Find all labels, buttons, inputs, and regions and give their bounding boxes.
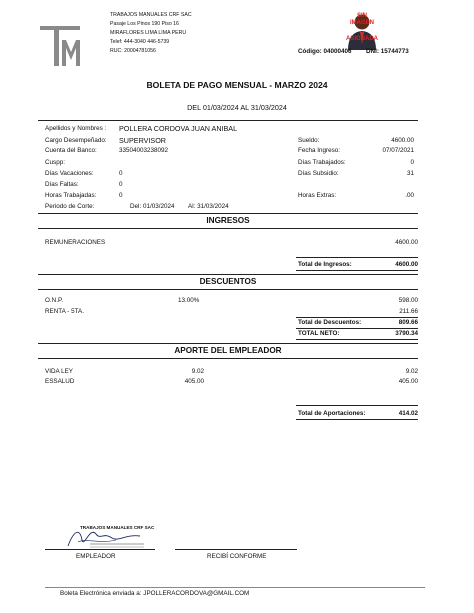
company-address: Pasaje Los Pinos 190 Piso 16 [110,21,179,27]
employer-signature-line [45,549,155,550]
value-nombres: POLLERA CORDOVA JUAN ANIBAL [119,124,238,133]
label-horas-extras: Horas Extras: [298,192,337,199]
value-faltas: 0 [119,181,123,188]
photo-label-line3: ASIGNADA [345,36,378,42]
ingreso-amount: 4600.00 [395,239,418,246]
value-dias-subsidio: 31 [406,170,414,177]
total-descuentos-value: 809.66 [398,319,418,326]
aporte-vidaley-mid: 9.02 [191,368,204,375]
employee-dni: DNI: 15744773 [366,48,409,55]
label-dias-trabajados: Días Trabajados: [298,159,346,166]
value-fecha-ingreso: 07/07/2021 [382,147,414,154]
divider [296,317,418,318]
total-descuentos-label: Total de Descuentos: [298,319,362,326]
divider [296,328,418,329]
label-vacaciones: Días Vacaciones: [45,170,94,177]
total-neto-label: TOTAL NETO: [298,330,340,337]
aporte-essalud-mid: 405.00 [184,378,204,385]
divider [296,257,418,258]
descuento-onp-label: O.N.P. [45,297,64,304]
employer-label: EMPLEADOR [76,553,116,560]
divider [296,419,418,420]
label-cuenta: Cuenta del Banco: [45,147,97,154]
value-sueldo: 4600.00 [391,137,414,144]
ingreso-label: REMUNERACIONES [45,239,106,246]
photo-label-line1: SIN [356,13,367,19]
label-dias-subsidio: Días Subsidio: [298,170,339,177]
label-cuspp: Cuspp: [45,159,65,166]
label-periodo-corte: Periodo de Corte: [45,203,95,210]
photo-label-line2: IMAGEN [350,20,374,26]
label-nombres: Apellidos y Nombres : [45,125,107,132]
aporte-vidaley-label: VIDA LEY [45,368,74,375]
divider [38,120,418,121]
descuento-renta-amount: 211.66 [399,308,418,315]
employee-code: Código: 04000406 [298,48,352,55]
total-neto-value: 3790.34 [395,330,418,337]
company-ruc: RUC: 20004781056 [110,48,156,54]
section-descuentos-title: DESCUENTOS [38,274,418,290]
label-cargo: Cargo Desempeñado: [45,137,107,144]
descuento-onp-amount: 598.00 [398,297,418,304]
aporte-essalud-label: ESSALUD [45,378,75,385]
aporte-essalud-amount: 405.00 [398,378,418,385]
divider [296,270,418,271]
divider [45,587,425,588]
total-aportaciones-value: 414.02 [398,410,418,417]
value-cuenta: 33504003238092 [119,147,169,154]
total-ingresos-value: 4600.00 [395,261,418,268]
document-title: BOLETA DE PAGO MENSUAL - MARZO 2024 [146,80,328,90]
employee-photo-placeholder [340,10,384,50]
label-faltas: Días Faltas: [45,181,79,188]
company-logo [40,22,84,68]
section-ingresos-title: INGRESOS [38,213,418,229]
total-ingresos-label: Total de Ingresos: [298,261,352,268]
section-aportes-title: APORTE DEL EMPLEADOR [38,343,418,359]
value-periodo-del: Del: 01/03/2024 [130,203,175,210]
value-vacaciones: 0 [119,170,123,177]
company-district: MIRAFLORES LIMA LIMA PERU [110,30,187,36]
value-periodo-al: Al: 31/03/2024 [188,203,229,210]
value-horas-trabajadas: 0 [119,192,123,199]
value-horas-extras: .00 [405,192,414,199]
divider [296,405,418,406]
aporte-vidaley-amount: 9.02 [405,368,418,375]
label-horas-trabajadas: Horas Trabajadas: [45,192,97,199]
label-fecha-ingreso: Fecha Ingreso: [298,147,341,154]
descuento-onp-pct: 13.00% [178,297,200,304]
total-aportaciones-label: Total de Aportaciones: [298,410,366,417]
label-sueldo: Sueldo: [298,137,320,144]
divider [296,339,418,340]
employer-signature [60,520,150,550]
received-label: RECIBÍ CONFORME [207,553,267,560]
value-dias-trabajados: 0 [410,159,414,166]
received-signature-line [175,549,297,550]
value-cargo: SUPERVISOR [119,136,166,145]
company-name: TRABAJOS MANUALES CRF SAC [110,12,192,18]
descuento-renta-label: RENTA - 5TA. [45,308,84,315]
stamp-company-name: TRABAJOS MANUALES CRF SAC [80,525,155,530]
document-period: DEL 01/03/2024 AL 31/03/2024 [187,103,287,112]
footer-email-notice: Boleta Electrónica enviada a: JPOLLERACORDOVA@GMAIL.COM [60,590,250,597]
company-phone: Telef: 444-3040 446-5739 [110,39,170,45]
